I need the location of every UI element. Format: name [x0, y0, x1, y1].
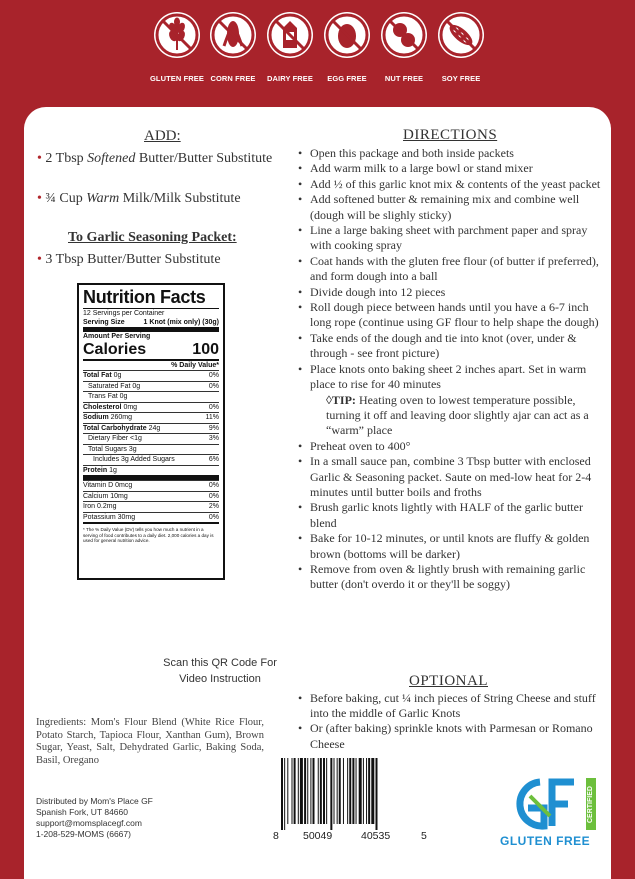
nutrient-row: Total Fat 0g 0% — [83, 372, 219, 379]
barcode-bar — [334, 758, 335, 824]
badge-corn-free — [204, 12, 262, 83]
optional-title: OPTIONAL — [409, 673, 488, 689]
direction-step: • Open this package and both inside packets — [298, 146, 602, 161]
badge-nut-free — [375, 12, 433, 83]
nutrient-row: Total Carbohydrate 24g 9% — [83, 424, 219, 432]
barcode-bar — [287, 758, 288, 824]
nutrient-row: Includes 3g Added Sugars 6% — [83, 454, 219, 465]
badge-label: EGG FREE — [327, 74, 367, 83]
direction-step: • Roll dough piece between hands until you have a 6-7 inch long rope (continue using GF flour to help shape the dough) — [298, 300, 602, 331]
barcode-bar — [307, 758, 308, 824]
barcode-bar — [304, 758, 306, 824]
add-item: • 2 Tbsp Softened Butter/Butter Substitute — [37, 151, 273, 166]
barcode-bar — [284, 758, 285, 830]
certified-text: CERTIFIED — [587, 786, 594, 824]
barcode-bar — [368, 758, 370, 824]
peanut-icon — [381, 12, 427, 58]
tip-note: ◊TIP: Heating oven to lowest temperature possible, turning it off and leaving door slightly ajar can act as a “warm” place — [326, 392, 589, 438]
direction-step: • Add softened butter & remaining mix and combine well (dough will be slighly sticky) — [298, 192, 602, 223]
direction-step: • Remove from oven & lightly brush with remaining garlic butter (don't overdo it or they'll be soggy) — [298, 562, 602, 593]
barcode-bar — [337, 758, 338, 824]
vitamin-rows — [83, 480, 219, 522]
nutrient-row: Trans Fat 0g — [83, 391, 219, 402]
direction-step: • Divide dough into 12 pieces — [298, 285, 602, 300]
barcode-bar — [281, 758, 283, 830]
directions-list — [298, 146, 602, 593]
soybean-icon — [438, 12, 484, 58]
nutrient-rows — [83, 370, 219, 475]
badge-label: NUT FREE — [384, 74, 424, 83]
badge-label: GLUTEN FREE — [149, 74, 205, 83]
barcode-bar — [356, 758, 357, 824]
barcode-bar — [292, 758, 293, 824]
badge-label: CORN FREE — [210, 74, 256, 83]
barcode-bar — [318, 758, 319, 824]
barcode-bar — [376, 758, 378, 830]
garlic-packet-title: To Garlic Seasoning Packet: — [68, 230, 237, 245]
barcode: 8 50049 40535 5 — [273, 758, 433, 850]
nutrient-row: Protein 1g — [83, 465, 219, 476]
badge-label: DAIRY FREE — [266, 74, 313, 83]
nutrition-title: Nutrition Facts — [83, 287, 206, 307]
distributor-info: Distributed by Mom's Place GF Spanish Fork, UT 84660 support@momsplacegf.com 1-208-529-MOMS (6667) — [36, 796, 153, 839]
ingredients: Ingredients: Mom's Flour Blend (White Rice Flour, Potato Starch, Tapioca Flour, Xanthan Gum), Brown Sugar, Yeast, Salt, Dehydrated Garlic, Baking Soda, Basil, Oregano — [36, 717, 264, 766]
barcode-bar — [326, 758, 327, 824]
gf-subtitle: GLUTEN FREE — [500, 834, 591, 848]
barcode-bar — [347, 758, 348, 824]
direction-step: • Place knots onto baking sheet 2 inches apart. Set in warm place to rise for 40 minutes — [298, 362, 602, 393]
vitamin-row: Potassium 30mg 0% — [83, 513, 219, 521]
egg-icon — [324, 12, 370, 58]
barcode-bar — [363, 758, 364, 824]
nutrient-row: Total Sugars 3g — [83, 444, 219, 455]
barcode-bar — [359, 758, 362, 824]
direction-step: • Add ½ of this garlic knot mix & contents of the yeast packet — [298, 177, 602, 192]
badge-dairy-free — [261, 12, 319, 83]
barcode-bar — [371, 758, 374, 824]
barcode-bar — [310, 758, 311, 824]
direction-step: • Add warm milk to a large bowl or stand mixer — [298, 161, 602, 176]
direction-step: • Line a large baking sheet with parchment paper and spray with cooking spray — [298, 223, 602, 254]
garlic-packet-item: • 3 Tbsp Butter/Butter Substitute — [37, 252, 221, 267]
servings-per-container: 12 Servings per Container — [83, 308, 219, 318]
nutrient-row: Sodium 260mg 11% — [83, 414, 219, 421]
serving-size: Serving Size 1 Knot (mix only) (30g) — [83, 319, 219, 326]
add-item: • ¾ Cup Warm Milk/Milk Substitute — [37, 191, 241, 206]
barcode-bar — [298, 758, 299, 824]
direction-step: • Brush garlic knots lightly with HALF of the garlic butter blend — [298, 500, 602, 531]
barcode-bar — [339, 758, 341, 824]
barcode-bar — [349, 758, 351, 824]
direction-step: • Bake for 10-12 minutes, or until knots are fluffy & golden brown (bottoms will be darker) — [298, 531, 602, 562]
nutrient-row: Cholesterol 0mg 0% — [83, 403, 219, 411]
direction-step: • Take ends of the dough and tie into knot (over, under & through - see front picture) — [298, 331, 602, 362]
barcode-bar — [366, 758, 367, 824]
directions-title: DIRECTIONS — [403, 127, 498, 143]
gluten-free-certified-logo — [500, 776, 600, 852]
barcode-bar — [352, 758, 354, 824]
barcode-bar — [343, 758, 344, 824]
badge-egg-free — [318, 12, 376, 83]
milk-carton-icon — [267, 12, 313, 58]
barcode-bar — [294, 758, 296, 824]
calories-row: Calories 100 — [83, 341, 219, 358]
nutrient-row: Saturated Fat 0g 0% — [83, 381, 219, 392]
badge-gluten-free — [148, 12, 206, 83]
direction-step: • Preheat oven to 400° — [298, 439, 602, 454]
barcode-bar — [330, 758, 332, 830]
vitamin-row: Iron 0.2mg 2% — [83, 503, 219, 510]
barcode-bar — [313, 758, 315, 824]
optional-item: • Before baking, cut ¼ inch pieces of String Cheese and stuff into the middle of Garlic Knots — [298, 691, 608, 721]
barcode-bar — [323, 758, 325, 824]
nutrition-footnote: * The % Daily Value (DV) tells you how much a nutrient in a serving of food contributes to a daily diet. 2,000 calories a day is used for general nutrition advice. — [83, 527, 214, 544]
barcode-bars — [273, 758, 433, 830]
barcode-bar — [300, 758, 303, 824]
barcode-bar — [320, 758, 322, 824]
direction-step: • In a small sauce pan, combine 3 Tbsp butter with enclosed Garlic & Seasoning packet. Saute on med-low heat for 2-4 minutes until butter boils and froths — [298, 454, 602, 500]
vitamin-row: Calcium 10mg 0% — [83, 492, 219, 500]
qr-code-caption: Scan this QR Code For Video Instruction — [163, 657, 277, 685]
optional-item: • Or (after baking) sprinkle knots with Parmesan or Romano Cheese — [298, 721, 608, 751]
direction-step: • Coat hands with the gluten free flour (of butter if preferred), and form dough into a ball — [298, 254, 602, 285]
amount-per-serving: Amount Per Serving — [83, 333, 151, 340]
wheat-icon — [154, 12, 200, 58]
allergen-badges — [148, 12, 488, 90]
corn-icon — [210, 12, 256, 58]
vitamin-row: Vitamin D 0mcg 0% — [83, 482, 219, 489]
badge-soy-free — [432, 12, 490, 83]
nutrient-row: Dietary Fiber <1g 3% — [83, 433, 219, 444]
optional-list — [298, 691, 608, 752]
daily-value-header: % Daily Value* — [171, 362, 219, 369]
badge-label: SOY FREE — [441, 74, 481, 83]
nutrition-facts-label — [77, 283, 225, 580]
add-title: ADD: — [144, 128, 181, 144]
